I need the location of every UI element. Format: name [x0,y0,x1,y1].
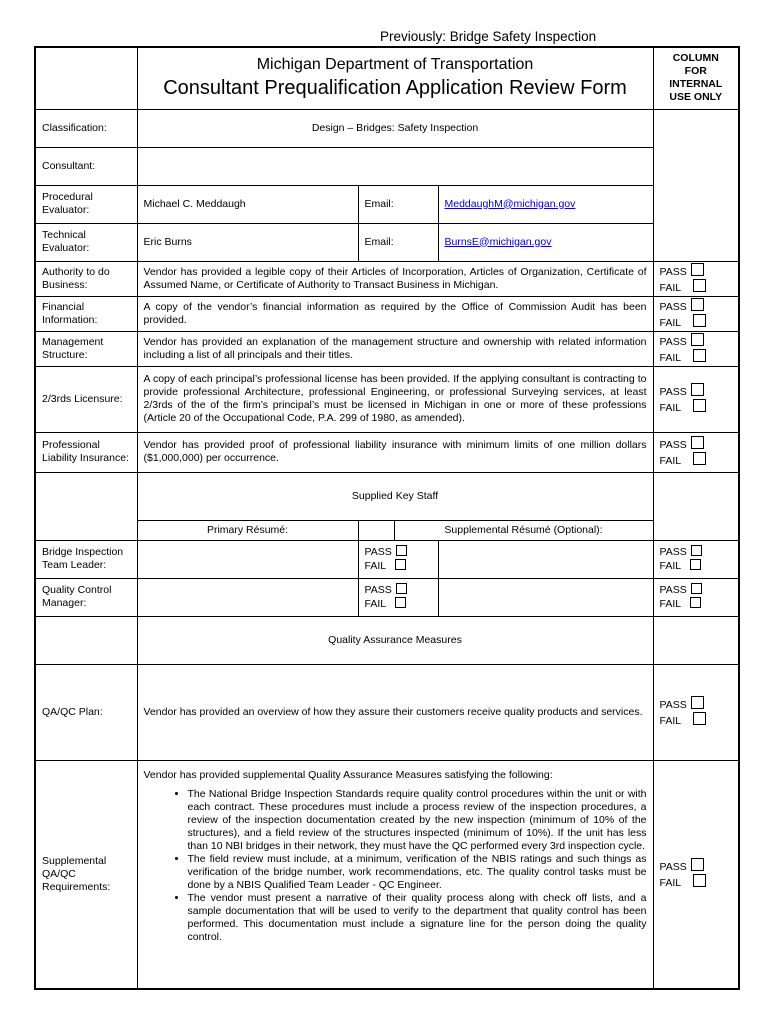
pass-checkbox[interactable] [691,583,702,594]
authority-pass-fail: PASS FAIL [653,261,739,296]
fail-checkbox[interactable] [693,314,706,327]
key-staff-title: Supplied Key Staff [137,472,653,520]
key-staff-internal-blank [653,472,739,540]
qa-plan-pass-fail: PASS FAIL [653,664,739,760]
qc-manager-supplemental-field[interactable] [438,578,653,616]
fail-checkbox[interactable] [693,399,706,412]
form-header [137,47,653,109]
fail-checkbox[interactable] [693,874,706,887]
procedural-evaluator-label: Procedural Evaluator: [35,185,137,223]
fail-checkbox[interactable] [690,559,701,570]
technical-evaluator-name[interactable]: Eric Burns [137,223,358,261]
fail-checkbox[interactable] [693,452,706,465]
authority-text: Vendor has provided a legible copy of their Articles of Incorporation, Articles of Organization, Certificate of Assumed Name, or Certificate of Authority to Transact Business in Michigan. [137,261,653,296]
fail-checkbox[interactable] [690,597,701,608]
fail-checkbox[interactable] [693,279,706,292]
team-leader-label: Bridge Inspection Team Leader: [35,540,137,578]
supplemental-qa-content [137,760,653,989]
pass-checkbox[interactable] [691,545,702,556]
pass-checkbox[interactable] [691,263,704,276]
pass-checkbox[interactable] [396,583,407,594]
licensure-text: A copy of each principal’s professional license has been provided. If the applying consultant is contracting to provide professional Architecture, professional Engineering, or professional Surveying services, at least 2/3rds of the of the firm’s principal’s must be licensed in Michigan in one or more of these professions (Article 20 of the Occupational Code, P.A. 299 of 1980, as amended). [137,366,653,432]
team-leader-supplemental-pass-fail: PASS FAIL [653,540,739,578]
supplemental-qa-label: Supplemental QA/QC Requirements: [35,760,137,989]
management-label: Management Structure: [35,331,137,366]
consultant-label: Consultant: [35,147,137,185]
qa-internal-blank [653,616,739,664]
list-item: • The vendor must present a narrative of their quality process along with check off lists, and a sample documentation that will be used to verify to the department that quality control has been performed. This documentation must include a signature line for the person doing the quality control. [188,892,647,944]
technical-email-label: Email: [358,223,438,261]
qa-blank [35,616,137,664]
procedural-evaluator-email-link[interactable]: MeddaughM@michigan.gov [438,185,653,223]
qc-manager-primary-pass-fail: PASS FAIL [358,578,438,616]
fail-checkbox[interactable] [395,559,406,570]
insurance-pass-fail: PASS FAIL [653,432,739,472]
qa-title: Quality Assurance Measures [137,616,653,664]
form-title: Consultant Prequalification Application Review Form [163,77,627,100]
internal-use-blank [653,109,739,261]
internal-use-header: COLUMN FOR INTERNAL USE ONLY [653,47,739,109]
financial-text: A copy of the vendor’s financial information as required by the Office of Commission Audit has been provided. [137,296,653,331]
supplemental-resume-header: Supplemental Résumé (Optional): [394,520,653,540]
insurance-label: Professional Liability Insurance: [35,432,137,472]
header-blank [35,47,137,109]
team-leader-primary-field[interactable] [137,540,358,578]
agency-name: Michigan Department of Transportation [256,56,534,74]
financial-pass-fail: PASS FAIL [653,296,739,331]
primary-resume-pf-header [358,520,394,540]
key-staff-blank [35,472,137,540]
pass-checkbox[interactable] [691,858,704,871]
supplemental-qa-pass-fail: PASS FAIL [653,760,739,989]
licensure-pass-fail: PASS FAIL [653,366,739,432]
procedural-evaluator-name[interactable]: Michael C. Meddaugh [137,185,358,223]
list-item: • The National Bridge Inspection Standards require quality control procedures within the unit or with each contract. These procedures must include a process review of the inspection procedures, a review of the inspection documentation created by the new inspection (minimum of 10% of the structures), and a field review of the structures inspected (minimum of 10%). If the unit has less than 10 NBI bridges in their network, they must have the QC performed every 3rd inspection cycle. [188,788,647,853]
fail-checkbox[interactable] [693,712,706,725]
licensure-label: 2/3rds Licensure: [35,366,137,432]
insurance-text: Vendor has provided proof of professional liability insurance with minimum limits of one million dollars ($1,000,000) per occurrence. [137,432,653,472]
pass-checkbox[interactable] [691,696,704,709]
financial-label: Financial Information: [35,296,137,331]
procedural-email-label: Email: [358,185,438,223]
supplemental-qa-intro: Vendor has provided supplemental Quality Assurance Measures satisfying the following: [143,768,553,781]
qa-plan-label: QA/QC Plan: [35,664,137,760]
team-leader-primary-pass-fail: PASS FAIL [358,540,438,578]
supplemental-qa-list [144,788,647,944]
qa-plan-text: Vendor has provided an overview of how they assure their customers receive quality products and services. [137,664,653,760]
consultant-field[interactable] [137,147,653,185]
pass-checkbox[interactable] [691,436,704,449]
pass-checkbox[interactable] [691,383,704,396]
technical-evaluator-label: Technical Evaluator: [35,223,137,261]
classification-value: Design – Bridges: Safety Inspection [137,109,653,147]
list-item: • The field review must include, at a minimum, verification of the NBIS ratings and such things as verification of the bridge number, work recommendations, etc. The quality control tasks must be done by a NBIS Qualified Team Leader - QC Engineer. [188,853,647,892]
team-leader-supplemental-field[interactable] [438,540,653,578]
fail-checkbox[interactable] [395,597,406,608]
primary-resume-header: Primary Résumé: [137,520,358,540]
pass-checkbox[interactable] [691,333,704,346]
qc-manager-label: Quality Control Manager: [35,578,137,616]
authority-label: Authority to do Business: [35,261,137,296]
qc-manager-primary-field[interactable] [137,578,358,616]
management-pass-fail: PASS FAIL [653,331,739,366]
classification-label: Classification: [35,109,137,147]
management-text: Vendor has provided an explanation of the management structure and ownership with related information including a list of all principals and their titles. [137,331,653,366]
qc-manager-supplemental-pass-fail: PASS FAIL [653,578,739,616]
previous-title-note: Previously: Bridge Safety Inspection [380,29,597,44]
pass-checkbox[interactable] [396,545,407,556]
fail-checkbox[interactable] [693,349,706,362]
pass-checkbox[interactable] [691,298,704,311]
review-form-table [34,46,740,990]
technical-evaluator-email-link[interactable]: BurnsE@michigan.gov [438,223,653,261]
